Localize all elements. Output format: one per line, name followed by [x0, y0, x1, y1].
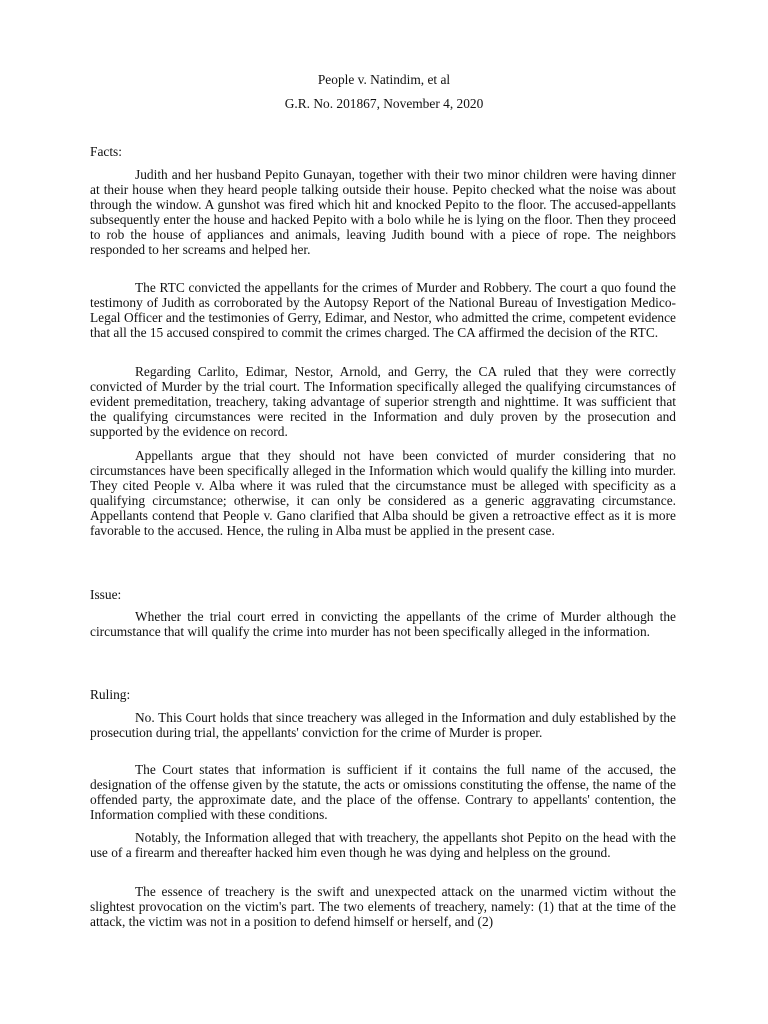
issue-heading: Issue: — [90, 587, 122, 602]
ruling-paragraph-3: Notably, the Information alleged that with treachery, the appellants shot Pepito on the head with the use of a firearm and thereafter hacked him even though he was dying and helpless on the ground. — [90, 830, 676, 861]
facts-paragraph-2: The RTC convicted the appellants for the crimes of Murder and Robbery. The court a quo found the testimony of Judith as corroborated by the Autopsy Report of the National Bureau of Investigation Medico-Legal Officer and the testimonies of Gerry, Edimar, and Nestor, who admitted the crime, competent evidence that all the 15 accused conspired to commit the crimes charged. The CA affirmed the decision of the RTC. — [90, 280, 676, 341]
case-number: G.R. No. 201867, November 4, 2020 — [284, 96, 484, 111]
facts-paragraph-1: Judith and her husband Pepito Gunayan, together with their two minor children were having dinner at their house when they heard people talking outside their house. Pepito checked what the noise was about through the window. A gunshot was fired which hit and knocked Pepito to the floor. The accused-appellants subsequently enter the house and hacked Pepito with a bolo while he is lying on the floor. Then they proceed to rob the house of appliances and animals, leaving Judith bound with a piece of rope. The neighbors responded to her screams and helped her. — [90, 167, 676, 258]
case-title: People v. Natindim, et al — [317, 72, 451, 87]
facts-heading: Facts: — [90, 144, 122, 159]
ruling-paragraph-1: No. This Court holds that since treachery was alleged in the Information and duly established by the prosecution during trial, the appellants' conviction for the crime of Murder is proper. — [90, 710, 676, 741]
issue-paragraph-1: Whether the trial court erred in convicting the appellants of the crime of Murder although the circumstance that will qualify the crime into murder has not been specifically alleged in the information. — [90, 609, 676, 640]
facts-paragraph-3: Regarding Carlito, Edimar, Nestor, Arnold, and Gerry, the CA ruled that they were correctly convicted of Murder by the trial court. The Information specifically alleged the qualifying circumstances of evident premeditation, treachery, taking advantage of superior strength and nighttime. It was sufficient that the qualifying circumstances were recited in the Information and duly proven by the prosecution and supported by the evidence on record. — [90, 364, 676, 440]
ruling-paragraph-2: The Court states that information is sufficient if it contains the full name of the accused, the designation of the offense given by the statute, the acts or omissions constituting the offense, the name of the offended party, the approximate date, and the place of the offense. Contrary to appellants' contention, the Information complied with these conditions. — [90, 762, 676, 823]
facts-paragraph-4: Appellants argue that they should not have been convicted of murder considering that no circumstances have been specifically alleged in the Information which would qualify the killing into murder. They cited People v. Alba where it was ruled that the circumstance must be alleged with specificity as a qualifying circumstance; otherwise, it can only be considered as a generic aggravating circumstance. Appellants contend that People v. Gano clarified that Alba should be given a retroactive effect as it is more favorable to the accused. Hence, the ruling in Alba must be applied in the present case. — [90, 448, 676, 539]
ruling-paragraph-4: The essence of treachery is the swift and unexpected attack on the unarmed victim without the slightest provocation on the victim's part. The two elements of treachery, namely: (1) that at the time of the attack, the victim was not in a position to defend himself or herself, and (2) — [90, 884, 676, 930]
ruling-heading: Ruling: — [90, 687, 131, 702]
